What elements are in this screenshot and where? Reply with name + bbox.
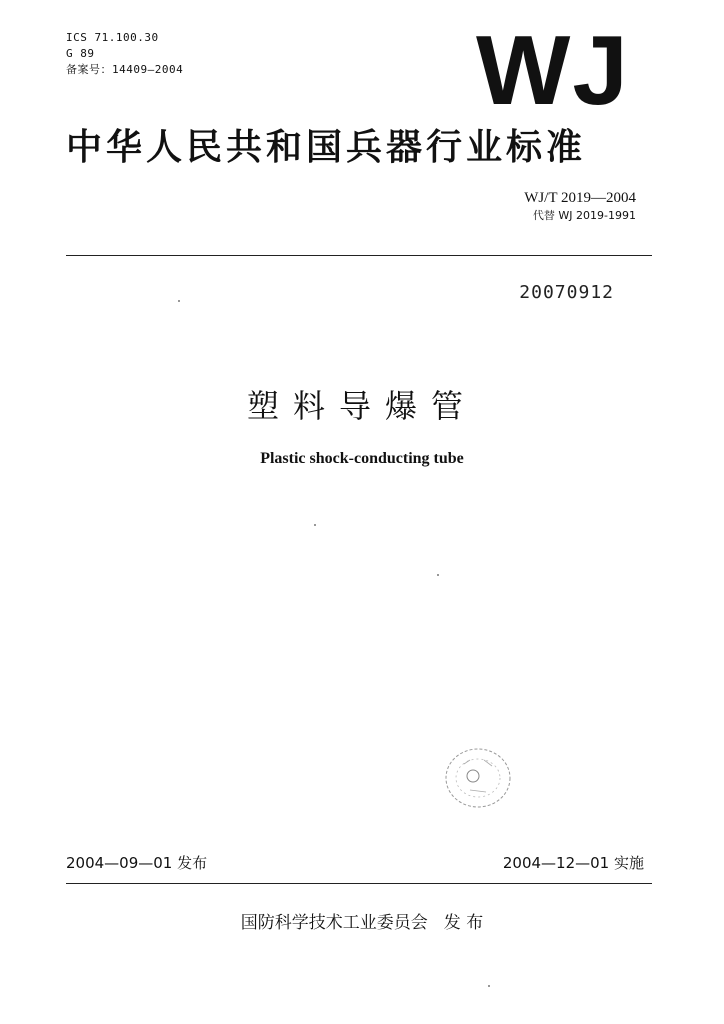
effective-date: 2004—12—01 实施 bbox=[502, 854, 644, 872]
standard-number: WJ/T 2019—2004 bbox=[524, 190, 636, 206]
date-stamp: 20070912 bbox=[519, 282, 614, 303]
wj-logo: WJ bbox=[476, 15, 631, 125]
header-meta bbox=[66, 30, 183, 78]
header-divider bbox=[66, 255, 652, 256]
ics-code: ICS 71.100.30 bbox=[66, 31, 159, 44]
scan-speck bbox=[178, 300, 180, 302]
record-number: 备案号：14409—2004 bbox=[66, 63, 184, 76]
document-title-en: Plastic shock-conducting tube bbox=[260, 450, 464, 467]
scan-speck bbox=[488, 985, 490, 987]
publisher-line bbox=[0, 911, 724, 935]
publisher-action: 发 布 bbox=[443, 913, 484, 933]
document-title-cn: 塑料导爆管 bbox=[246, 387, 477, 425]
footer-divider bbox=[66, 883, 652, 884]
scan-speck bbox=[437, 574, 439, 576]
standard-title: 中华人民共和国兵器行业标准 bbox=[66, 127, 587, 168]
issue-date: 2004—09—01 发布 bbox=[66, 854, 208, 872]
publisher-name: 国防科学技术工业委员会 bbox=[240, 913, 428, 933]
scan-speck bbox=[314, 524, 316, 526]
faint-seal-icon bbox=[440, 742, 520, 812]
replaces-standard: 代替 WJ 2019-1991 bbox=[532, 209, 636, 222]
category-code: G 89 bbox=[66, 47, 95, 60]
